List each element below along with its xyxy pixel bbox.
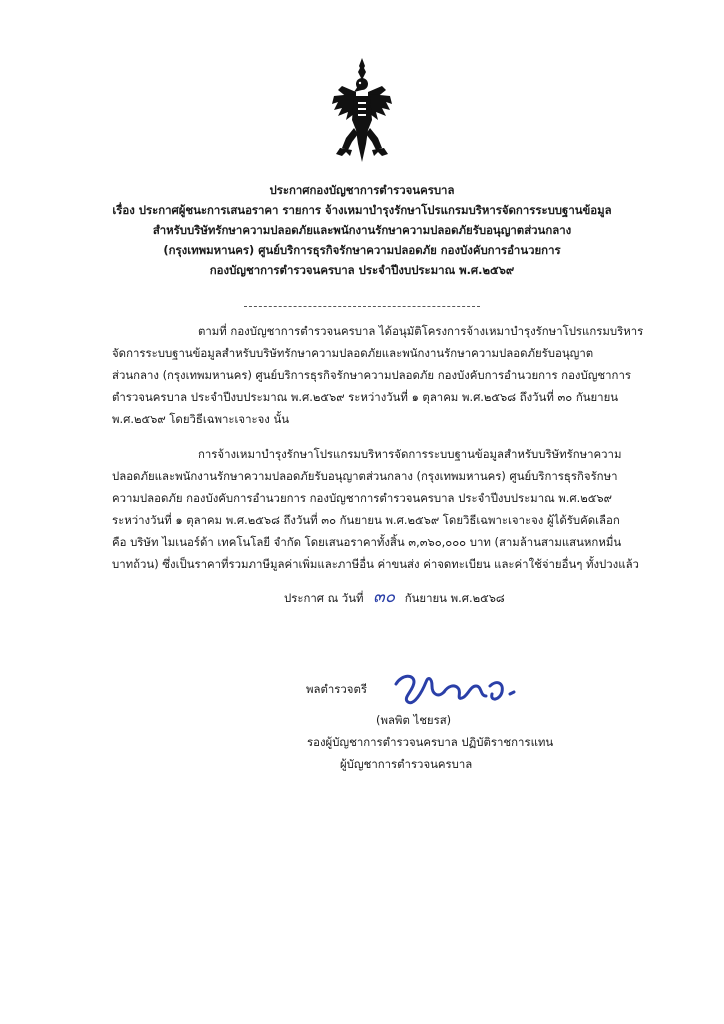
header-subject-line-2: สำหรับบริษัทรักษาความปลอดภัยและพนักงานรักษาความปลอดภัยรับอนุญาตส่วนกลาง [152, 223, 572, 237]
paragraph-line: จัดการระบบฐานข้อมูลสำหรับบริษัทรักษาความปลอดภัยและพนักงานรักษาความปลอดภัยรับอนุญาต [112, 346, 594, 360]
handwritten-signature [392, 668, 542, 708]
header-subject-line-4: กองบัญชาการตำรวจนครบาล ประจำปีงบประมาณ พ.ศ.๒๕๖๙ [209, 263, 515, 277]
signer-rank: พลตำรวจตรี [306, 682, 367, 696]
header-title: ประกาศกองบัญชาการตำรวจนครบาล [269, 183, 455, 197]
body-paragraph-2 [112, 443, 652, 575]
paragraph-line: ปลอดภัยและพนักงานรักษาความปลอดภัยรับอนุญาตส่วนกลาง (กรุงเทพมหานคร) ศูนย์บริการธุรกิจรักษา [112, 469, 618, 483]
paragraph-line: การจ้างเหมาบำรุงรักษาโปรแกรมบริหารจัดการระบบฐานข้อมูลสำหรับบริษัทรักษาความ [198, 447, 622, 461]
date-prefix: ประกาศ ณ วันที่ [284, 591, 364, 605]
header-subject-line-3: (กรุงเทพมหานคร) ศูนย์บริการธุรกิจรักษาความปลอดภัย กองบังคับการอำนวยการ [163, 243, 561, 257]
date-day-handwritten: ๓๐ [373, 587, 396, 607]
announcement-date [284, 583, 505, 610]
paragraph-line: ส่วนกลาง (กรุงเทพมหานคร) ศูนย์บริการธุรกิจรักษาความปลอดภัย กองบังคับการอำนวยการ กองบัญชาการ [112, 368, 631, 382]
paragraph-line: พ.ศ.๒๕๖๙ โดยวิธีเฉพาะเจาะจง นั้น [112, 412, 290, 426]
paragraph-line: ความปลอดภัย กองบังคับการอำนวยการ กองบัญชาการตำรวจนครบาล ประจำปีงบประมาณ พ.ศ.๒๕๖๙ [112, 491, 612, 505]
header-divider [244, 306, 480, 307]
paragraph-line: ระหว่างวันที่ ๑ ตุลาคม พ.ศ.๒๕๖๘ ถึงวันที่ ๓๐ กันยายน พ.ศ.๒๕๖๙ โดยวิธีเฉพาะเจาะจง ผู้ได้รับคัดเลือก [112, 513, 620, 527]
garuda-emblem-icon [332, 58, 392, 164]
signer-name: (พลพิต ไชยรส) [376, 713, 452, 727]
paragraph-line: ตามที่ กองบัญชาการตำรวจนครบาล ได้อนุมัติโครงการจ้างเหมาบำรุงรักษาโปรแกรมบริหาร [198, 324, 644, 338]
signer-position-2: ผู้บัญชาการตำรวจนครบาล [340, 757, 473, 771]
header-subject: เรื่อง ประกาศผู้ชนะการเสนอราคา รายการ จ้างเหมาบำรุงรักษาโปรแกรมบริหารจัดการระบบฐานข้อมูล [112, 203, 612, 217]
announcement-header [100, 180, 624, 280]
signer-position: รองผู้บัญชาการตำรวจนครบาล ปฏิบัติราชการแทน [307, 735, 554, 749]
paragraph-line: คือ บริษัท ไมเนอร์ด้า เทคโนโลยี จำกัด โดยเสนอราคาทั้งสิ้น ๓,๓๖๐,๐๐๐ บาท (สามล้านสามแสนหกหมื่น [112, 535, 622, 549]
body-paragraph-1 [112, 320, 652, 430]
date-suffix: กันยายน พ.ศ.๒๕๖๘ [404, 591, 505, 605]
paragraph-line: บาทถ้วน) ซึ่งเป็นราคาที่รวมภาษีมูลค่าเพิ่มและภาษีอื่น ค่าขนส่ง ค่าจดทะเบียน และค่าใช้จ่ายอื่นๆ ทั้งปวงแล้ว [112, 557, 639, 571]
paragraph-line: ตำรวจนครบาล ประจำปีงบประมาณ พ.ศ.๒๕๖๙ ระหว่างวันที่ ๑ ตุลาคม พ.ศ.๒๕๖๘ ถึงวันที่ ๓๐ กันยายน [112, 390, 619, 404]
